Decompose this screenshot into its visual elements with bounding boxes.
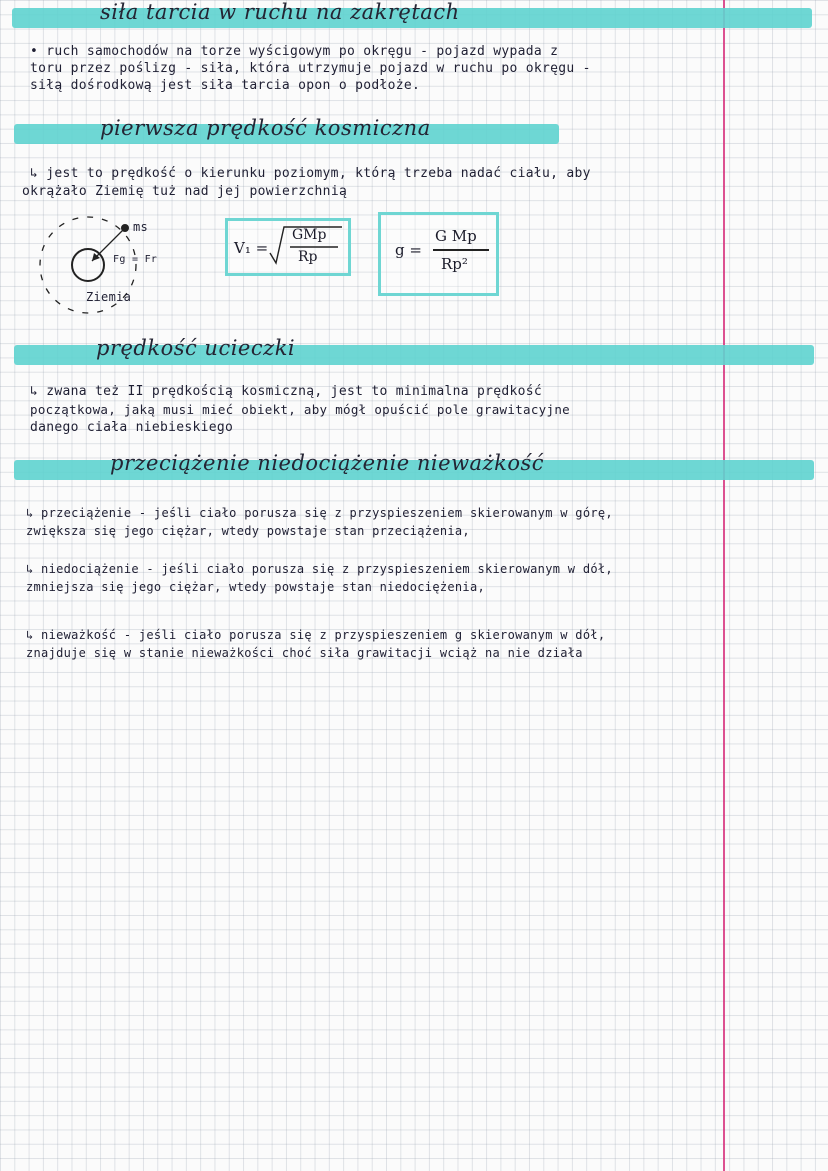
force-label: Fg = Fr: [113, 254, 158, 265]
text-line: ↳ niedociążenie - jeśli ciało porusza się z przyspieszeniem skierowanym w dół,: [26, 562, 613, 576]
text-line: znajduje się w stanie nieważkości choć siła grawitacji wciąż na nie działa: [26, 646, 583, 660]
text-line: danego ciała niebieskiego: [30, 420, 234, 435]
text-line: • ruch samochodów na torze wyścigowym po okręgu - pojazd wypada z: [30, 44, 559, 59]
text-line: okrążało Ziemię tuż nad jej powierzchnią: [22, 184, 348, 199]
formula-lhs: g =: [395, 241, 422, 259]
formula-numerator: G Mp: [435, 227, 477, 245]
formula-denominator: Rp²: [441, 255, 468, 273]
text-line: początkowa, jaką musi mieć obiekt, aby mógł opuścić pole grawitacyjne: [30, 402, 570, 417]
text-line: toru przez poślizg - siła, która utrzymuje pojazd w ruchu po okręgu -: [30, 61, 591, 76]
earth-label: Ziemia: [86, 290, 132, 304]
formula-denominator: Rp: [298, 249, 318, 265]
gravity-formula-box: [378, 212, 499, 296]
text-line: zmniejsza się jego ciężar, wtedy powstaje stan niedociężenia,: [26, 580, 486, 594]
formula-lhs: V₁ =: [234, 239, 269, 257]
first-velocity-formula-box: [225, 218, 351, 276]
text-line: ↳ zwana też II prędkością kosmiczną, jest to minimalna prędkość: [30, 384, 542, 399]
text-line: zwiększa się jego ciężar, wtedy powstaje stan przeciążenia,: [26, 524, 470, 538]
text-line: ↳ przeciążenie - jeśli ciało porusza się z przyspieszeniem skierowanym w górę,: [26, 506, 613, 520]
text-line: ↳ jest to prędkość o kierunku poziomym, którą trzeba nadać ciału, aby: [30, 166, 591, 181]
text-line: siłą dośrodkową jest siła tarcia opon o podłoże.: [30, 78, 421, 93]
section-heading: prędkość ucieczki: [96, 336, 296, 360]
section-heading: siła tarcia w ruchu na zakrętach: [100, 0, 460, 24]
text-line: ↳ nieważkość - jeśli ciało porusza się z przyspieszeniem g skierowanym w dół,: [26, 628, 606, 642]
mass-label: ms: [133, 220, 149, 234]
section-heading: przeciążenie niedociążenie nieważkość: [110, 451, 545, 475]
formula-numerator: GMp: [292, 227, 327, 243]
page-margin-line: [723, 0, 725, 1171]
section-heading: pierwsza prędkość kosmiczna: [100, 116, 431, 140]
fraction-bar: [433, 249, 489, 251]
